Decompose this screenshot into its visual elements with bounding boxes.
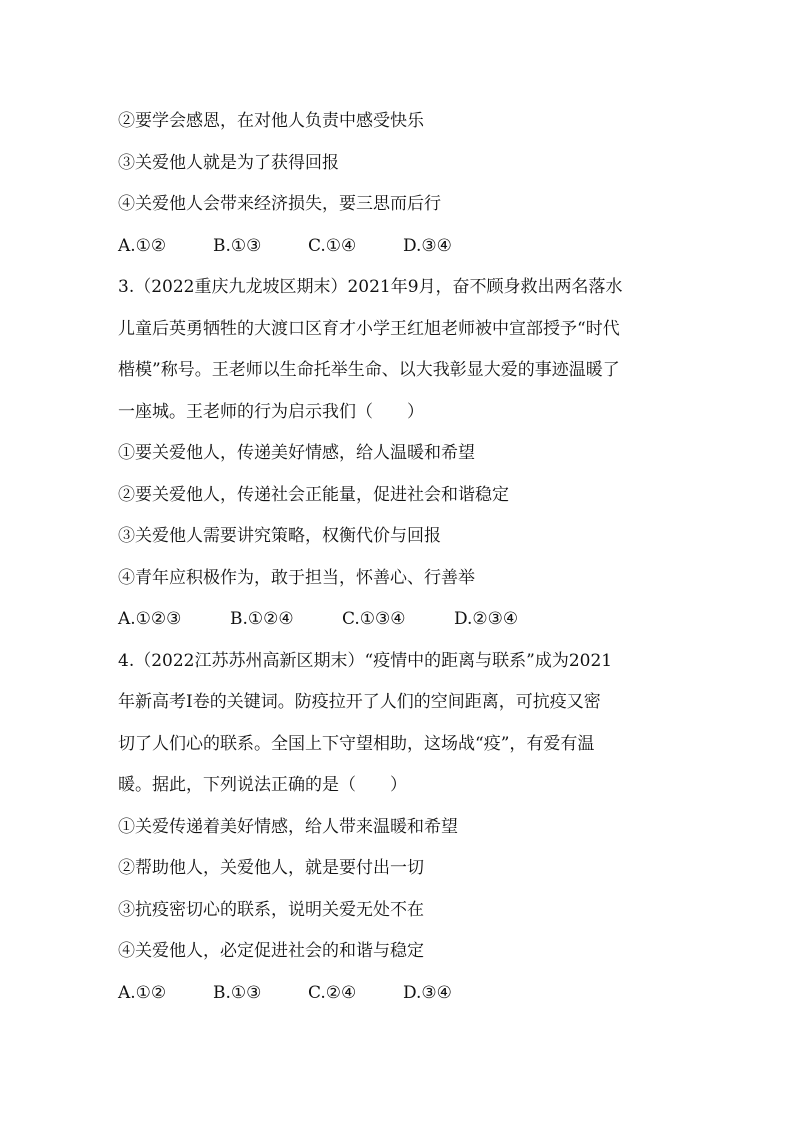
q3-item-1: ①要关爱他人，传递美好情感，给人温暖和希望 xyxy=(118,443,475,463)
q4-option-d[interactable]: D.③④ xyxy=(403,982,452,1003)
q4-item-2: ②帮助他人，关爱他人，就是要付出一切 xyxy=(118,858,424,878)
q3-option-c[interactable]: C.①③④ xyxy=(342,609,406,629)
q2-option-a[interactable]: A.①② xyxy=(118,235,167,256)
q4-options xyxy=(118,973,688,1015)
q3-options xyxy=(118,599,688,641)
q2-option-c[interactable]: C.①④ xyxy=(308,235,357,256)
q2-option-b[interactable]: B.①③ xyxy=(213,235,262,256)
q3-item-3: ③关爱他人需要讲究策略，权衡代价与回报 xyxy=(118,526,441,546)
q2-item-4: ④关爱他人会带来经济损失，要三思而后行 xyxy=(118,194,441,214)
q3-option-a[interactable]: A.①②③ xyxy=(118,609,182,629)
q2-options xyxy=(118,226,688,268)
q4-stem-line-2: 年新高考Ⅰ卷的关键词。防疫拉开了人们的空间距离，可抗疫又密 xyxy=(118,692,601,712)
q3-item-4: ④青年应积极作为，敢于担当，怀善心、行善举 xyxy=(118,567,475,588)
q3-stem-line-2: 儿童后英勇牺牲的大渡口区育才小学王红旭老师被中宣部授予“时代 xyxy=(118,318,620,339)
q4-item-3: ③抗疫密切心的联系，说明关爱无处不在 xyxy=(118,899,424,920)
q3-item-2: ②要关爱他人，传递社会正能量，促进社会和谐稳定 xyxy=(118,484,509,505)
question-4 xyxy=(118,641,688,1015)
q3-stem-line-3: 楷模”称号。王老师以生命托举生命、以大我彰显大爱的事迹温暖了 xyxy=(118,360,620,380)
q3-stem-line-1: 3.（2022重庆九龙坡区期末）2021年9月，奋不顾身救出两名落水 xyxy=(118,277,623,297)
question-2 xyxy=(118,101,688,267)
q4-option-c[interactable]: C.②④ xyxy=(308,982,357,1003)
q4-item-4: ④关爱他人，必定促进社会的和谐与稳定 xyxy=(118,941,424,961)
q4-option-b[interactable]: B.①③ xyxy=(213,982,262,1003)
q4-stem-line-1: 4.（2022江苏苏州高新区期末）“疫情中的距离与联系”成为2021 xyxy=(118,650,613,671)
q3-stem-line-4: 一座城。王老师的行为启示我们（ ） xyxy=(118,401,424,422)
q3-option-d[interactable]: D.②③④ xyxy=(454,609,519,629)
q2-option-d[interactable]: D.③④ xyxy=(403,235,452,256)
q2-item-3: ③关爱他人就是为了获得回报 xyxy=(118,152,339,173)
q4-item-1: ①关爱传递着美好情感，给人带来温暖和希望 xyxy=(118,816,458,837)
q4-option-a[interactable]: A.①② xyxy=(118,982,167,1003)
exam-page xyxy=(118,101,688,1014)
q4-stem-line-4: 暖。据此，下列说法正确的是（ ） xyxy=(118,775,407,795)
question-3 xyxy=(118,267,688,641)
q2-item-2: ②要学会感恩，在对他人负责中感受快乐 xyxy=(118,111,424,131)
q3-option-b[interactable]: B.①②④ xyxy=(230,609,294,629)
q4-stem-line-3: 切了人们心的联系。全国上下守望相助，这场战“疫”，有爱有温 xyxy=(118,733,595,754)
